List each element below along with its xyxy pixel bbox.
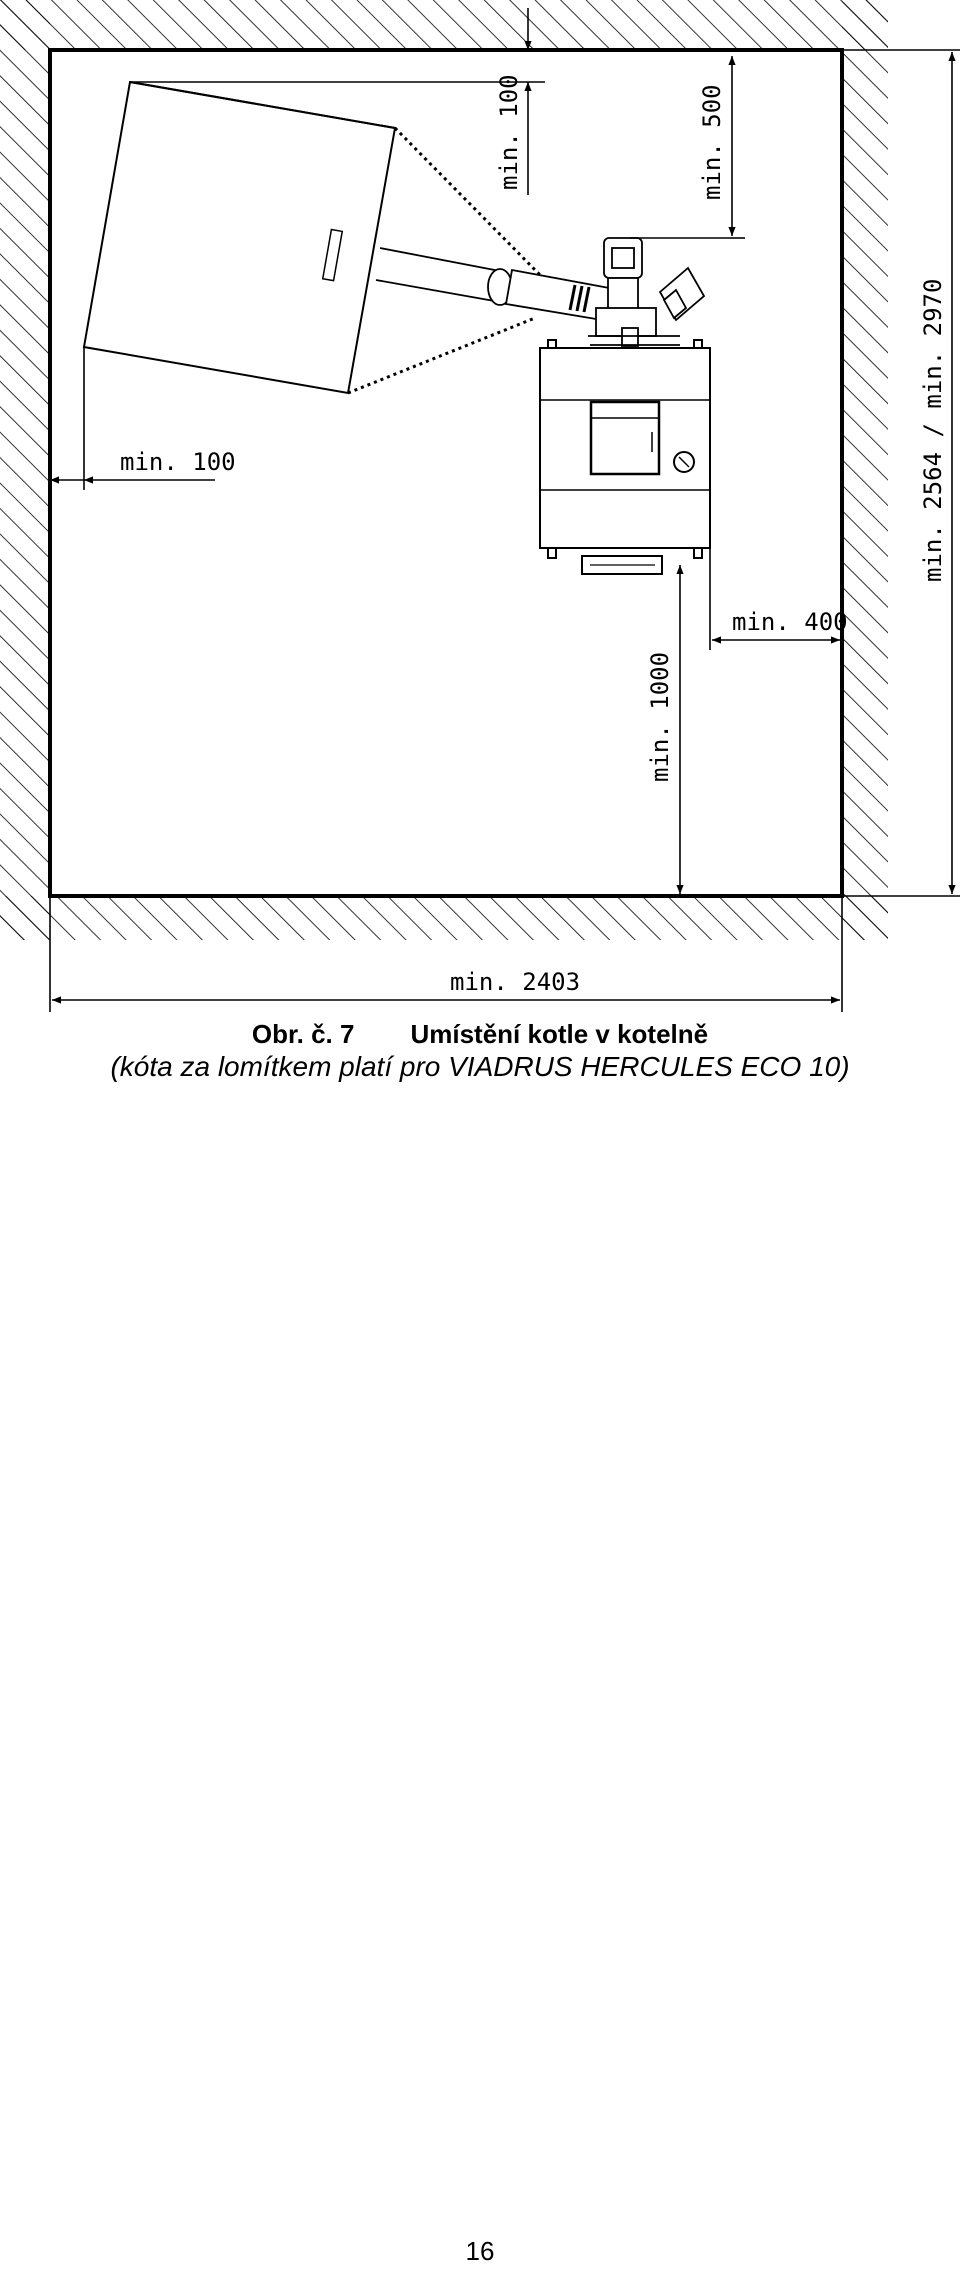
- boiler-placement-diagram: [0, 0, 960, 1015]
- dim-room-depth: min. 2564 / min. 2970: [919, 278, 947, 582]
- dim-top-clearance: min. 100: [495, 74, 523, 190]
- dim-rear-clearance: min. 500: [698, 84, 726, 200]
- figure-note: (kóta za lomítkem platí pro VIADRUS HERCULES ECO 10): [110, 1051, 850, 1082]
- dim-side-clearance: min. 400: [732, 608, 848, 636]
- figure-label: Obr. č. 7: [251, 1019, 355, 1049]
- figure-title: Umístění kotle v kotelně: [410, 1019, 709, 1049]
- figure-caption: [0, 1018, 960, 1084]
- dim-room-width: min. 2403: [450, 968, 581, 996]
- page-number: 16: [465, 2236, 495, 2266]
- boiler-body: [540, 340, 710, 574]
- dim-left-clearance: min. 100: [120, 448, 236, 476]
- dim-front-clearance: min. 1000: [646, 651, 674, 782]
- caption-title-line: [0, 1018, 960, 1050]
